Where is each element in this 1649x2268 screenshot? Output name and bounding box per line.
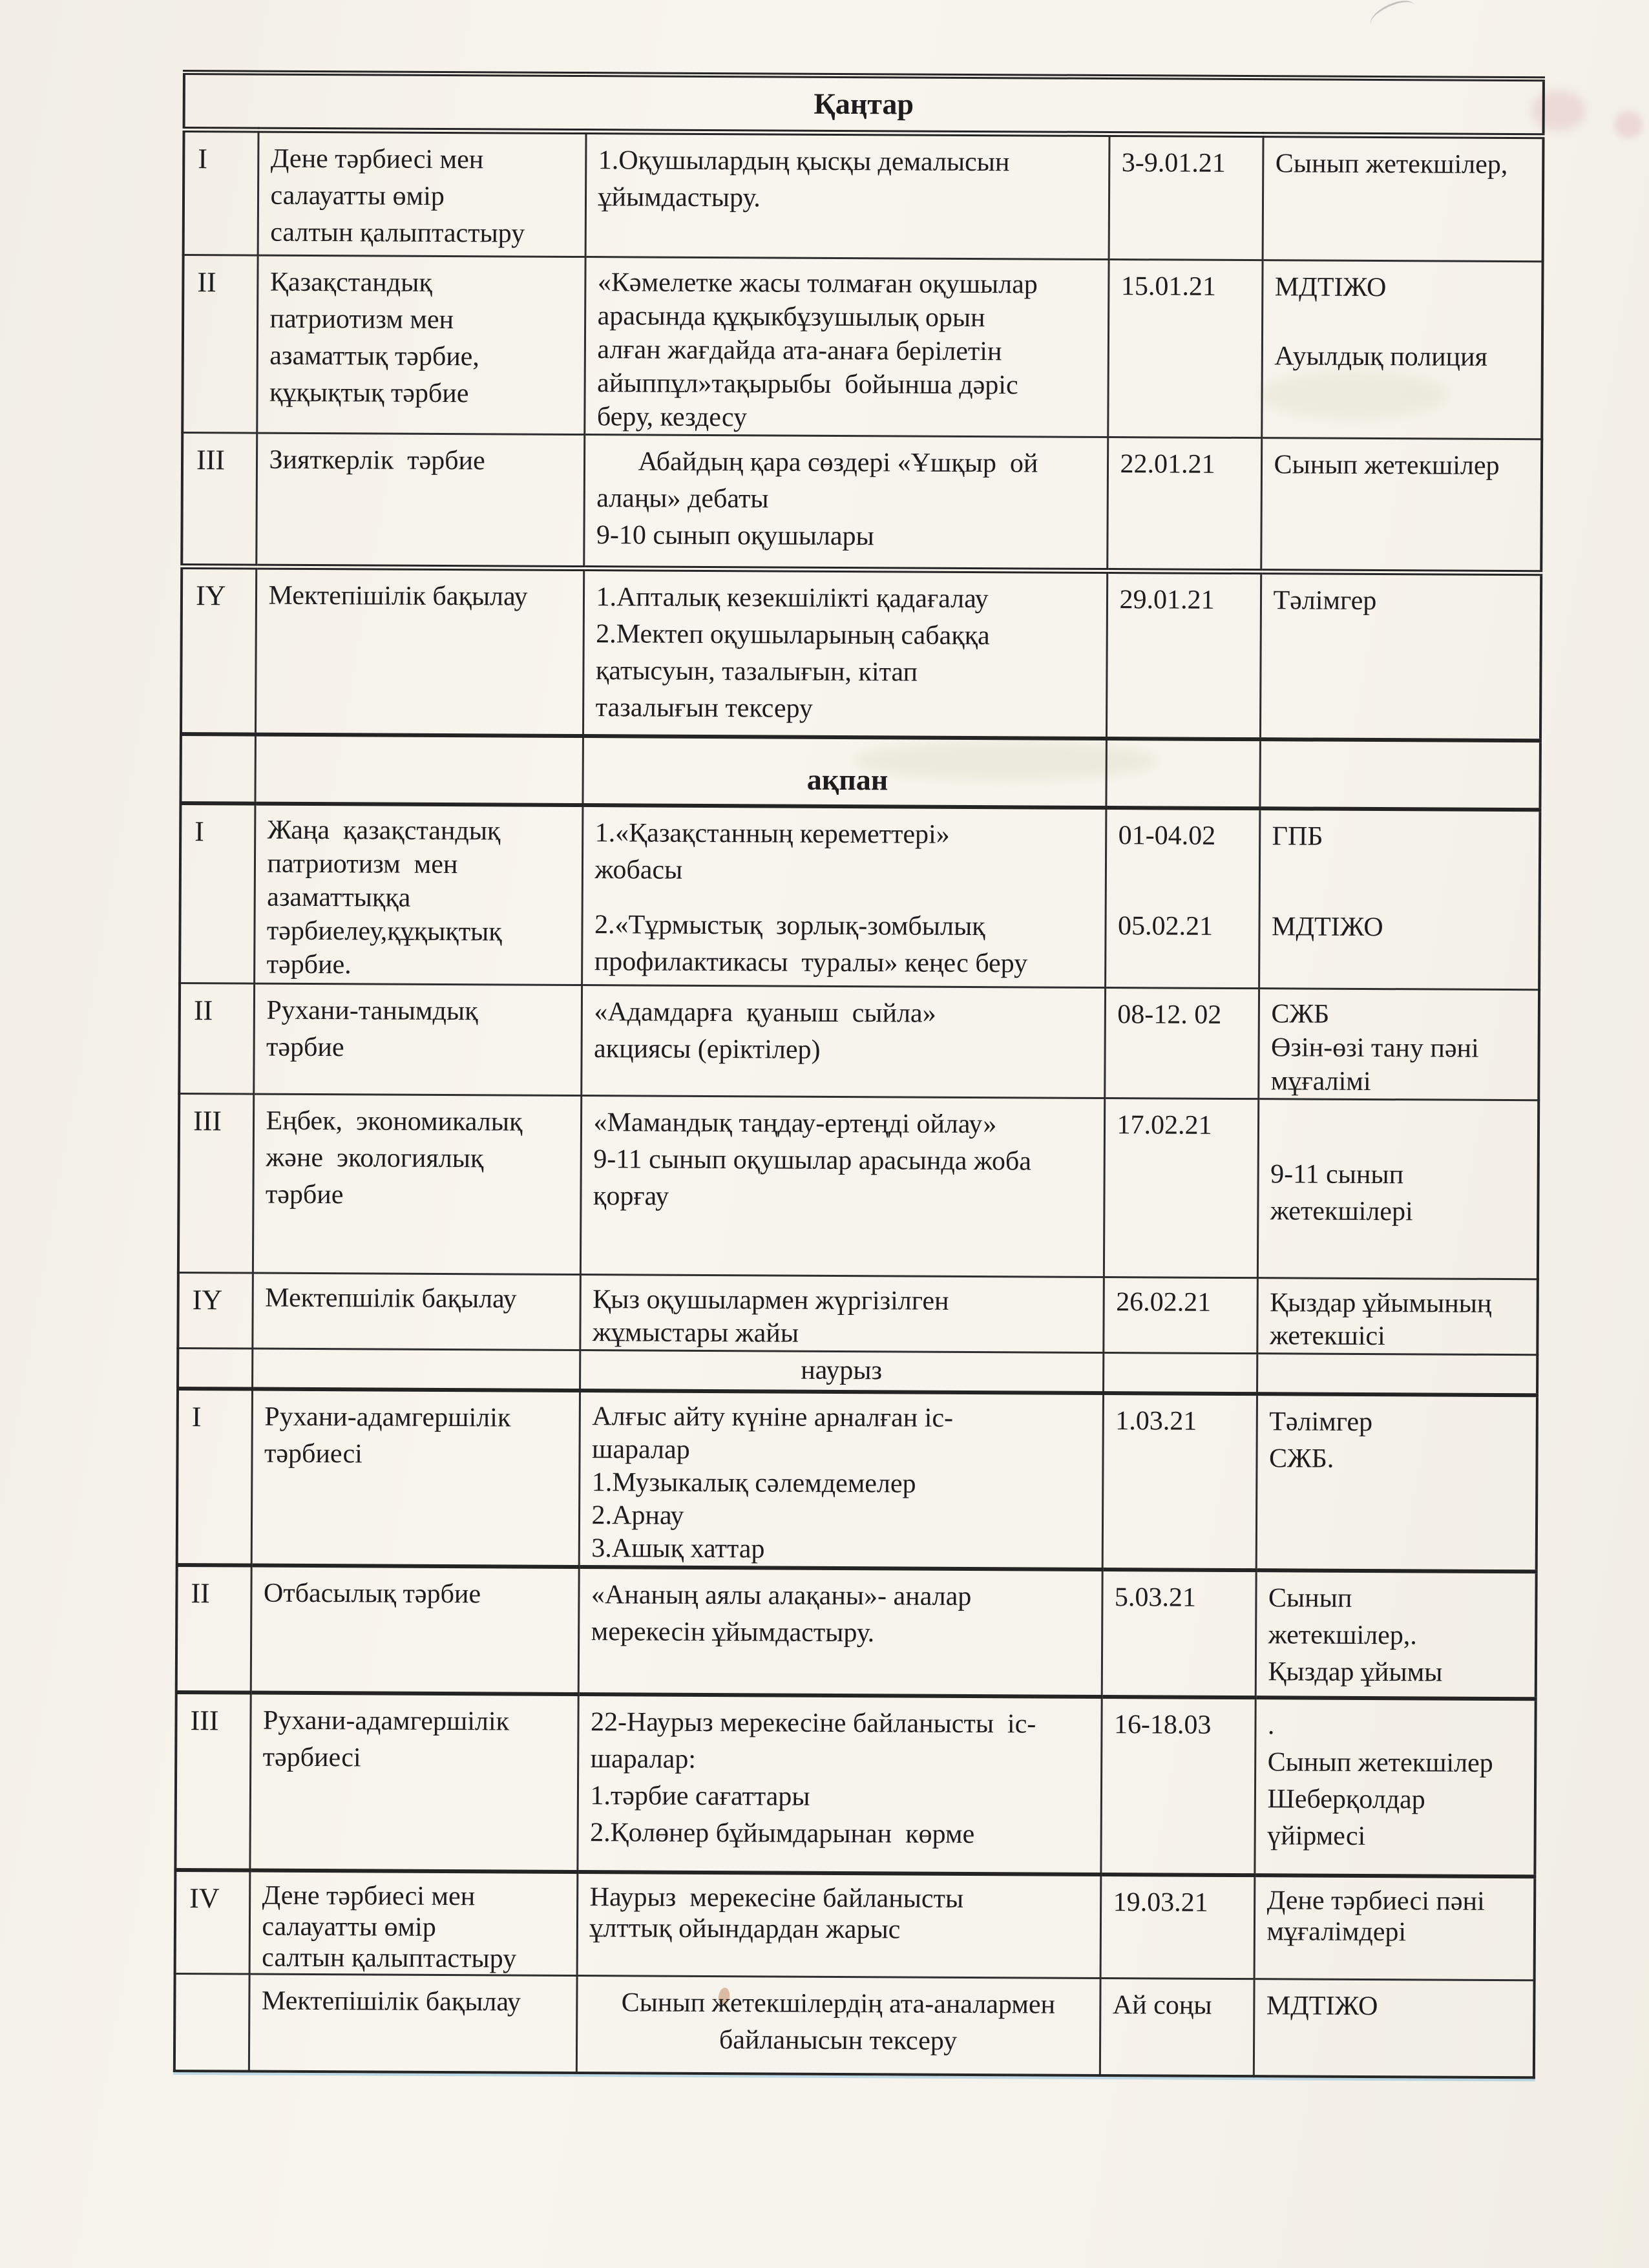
cell-activity [577,1694,1101,1874]
cell-direction [249,1974,577,2072]
text-line: Отбасылық тәрбие [263,1578,481,1610]
cell-direction [253,1094,581,1274]
cell-responsible [1254,1979,1535,2077]
row-number: II [193,994,213,1026]
cell-direction [252,1273,580,1350]
text-line: айыппұл»тақырыбы бойынша дәріс [597,368,1018,400]
row-number: IY [195,579,226,611]
cell-number [180,803,255,983]
cell-number [178,1272,253,1349]
text-line: Дене тәрбиесі пәні [1266,1885,1485,1916]
row-number: IY [192,1283,223,1316]
row-number: II [191,1577,210,1610]
cell-responsible [1258,988,1539,1100]
table-row [178,1093,1539,1279]
cell-responsible [1254,1697,1535,1876]
text-line: акциясы (еріктілер) [593,1033,821,1065]
text-line: тазалығын тексеру [595,692,814,724]
cell-number [182,255,257,433]
text-line: 05.02.21 [1117,911,1213,941]
text-line: Ауылдық полиция [1274,341,1488,372]
text-line: МДТІЖО [1266,1991,1378,2022]
text-line: салауатты өмір [262,1911,436,1942]
text-line: тәрбиесі [262,1742,361,1773]
text-line: 01-04.02 [1118,821,1216,851]
text-line: «Адамдарға қуаныш сыйла» [594,996,936,1029]
month-header-row-february [180,734,1540,810]
text-line: тәрбие [266,1032,344,1062]
cell-responsible [1260,571,1541,740]
text-line: Дене тәрбиесі мен [262,1880,476,1912]
text-line: Қыз оқушылармен жүргізілген [593,1284,949,1316]
month-title: ақпан [806,762,888,797]
text-line: ұйымдастыру. [598,182,761,213]
cell-activity [583,568,1107,739]
cell-activity [583,434,1108,571]
cell-direction [258,130,586,257]
text-line: 1.Оқушылардың қысқы демалысын [598,145,1010,177]
cell-direction [253,983,582,1095]
cell-number [175,1692,250,1871]
row-number: II [197,266,216,298]
text-line: және экологиялық [266,1142,484,1173]
text-line: Сынып жетекшілердің ата-аналармен [621,1988,1056,2020]
text-line: мерекесін ұйымдастыру. [591,1617,875,1648]
cell-date [1104,1098,1258,1277]
text-line: Рухани-адамгершілік [262,1705,510,1737]
text-line: жетекшілері [1270,1195,1413,1226]
plan-table [173,70,1545,2079]
text-line: Рухани-танымдық [266,995,478,1026]
text-line: «Ананың аялы алақаны»- аналар [591,1580,972,1612]
text-line: МДТІЖО [1271,912,1383,943]
text-line: 29.01.21 [1119,584,1215,615]
text-line: ГПБ [1272,821,1323,852]
cell-direction [255,567,583,736]
text-line: Еңбек, экономикалық [266,1106,523,1137]
text-line: тәрбиесі [264,1438,362,1469]
month-title: наурыз [801,1355,883,1386]
text-line: 3-9.01.21 [1121,147,1226,178]
text-line: 26.02.21 [1116,1286,1212,1318]
text-line: 22-Наурыз мерекесіне байланысты іс- [590,1707,1036,1739]
cell-direction [249,1871,578,1976]
row-number: III [193,1104,222,1137]
text-line: 2.Арнау [591,1500,684,1531]
text-line: Қазақстандық [269,267,432,298]
text-line: 1.«Қазақстанның кереметтері» [594,818,950,850]
cell-activity [578,1567,1102,1697]
table-row [177,1389,1537,1571]
text-line: тәрбие. [266,949,352,980]
text-line: үйірмесі [1267,1821,1366,1851]
cell-date [1102,1393,1257,1570]
cell-responsible [1256,1394,1537,1571]
cell-date [1100,1697,1255,1875]
text-line: мұғалімі [1270,1066,1371,1097]
row-number: IV [189,1882,220,1915]
text-line: тәрбиелеу,құқықтық [266,916,502,947]
cell-number [182,432,257,567]
cell-number [174,1973,249,2071]
text-line: Тәлімгер [1269,1407,1373,1438]
cell-activity [579,1391,1103,1570]
month-header-cell [580,1350,1103,1393]
row-number: I [194,815,205,848]
text-line: шаралар: [590,1744,697,1774]
text-line: Қыздар ұйымы [1268,1657,1443,1688]
empty-cell [1106,739,1260,808]
text-line: азаматтыққа [267,882,411,913]
cell-activity [582,805,1106,987]
text-line: байланысын тексеру [719,2025,958,2056]
cell-responsible [1261,260,1542,439]
text-line: 9-11 сынып оқушылар арасында жоба [593,1144,1032,1176]
cell-number [184,129,258,255]
text-line: Қыздар ұйымының [1270,1287,1492,1319]
table-row [182,432,1542,572]
text-line: Ай соңы [1112,1990,1212,2021]
text-line: 5.03.21 [1114,1582,1197,1613]
cell-date [1106,571,1261,739]
row-number: III [196,443,226,476]
text-line: Сынып жетекшілер, [1275,148,1508,180]
text-line: 9-10 сынып оқушылары [596,520,874,551]
cell-number [176,1565,251,1693]
text-line: Сынып жетекшілер [1267,1747,1493,1778]
cell-direction [251,1566,579,1694]
cell-direction [257,255,585,434]
month-header-cell [184,72,1544,136]
cell-date [1108,259,1262,437]
cell-direction [251,1389,580,1567]
row-number: III [190,1705,219,1737]
cell-direction [254,804,582,985]
cell-direction [256,433,584,568]
text-line: Өзін-өзі тану пәні [1271,1032,1479,1064]
cell-direction [249,1693,578,1872]
text-line: қатысуын, тазалығын, кітап [595,655,918,688]
month-header-row-march [178,1348,1537,1395]
text-line: 19.03.21 [1113,1887,1208,1918]
empty-cell [1259,739,1540,810]
text-line: салтын қалыптастыру [270,217,525,249]
text-line: 16-18.03 [1113,1710,1212,1740]
text-line: 2.Қолөнер бұйымдарынан көрме [590,1818,975,1850]
scan-scratch-mark [1366,0,1419,34]
text-line: «Мамандық таңдау-ертеңді ойлау» [593,1107,997,1139]
text-line: мұғалімдері [1266,1916,1407,1948]
empty-cell [252,1349,580,1391]
cell-responsible [1254,1875,1535,1980]
month-header-cell [582,736,1106,808]
cell-date [1109,134,1263,260]
cell-activity [581,985,1105,1098]
text-line: профилактикасы туралы» кеңес беру [594,947,1028,979]
text-line: 17.02.21 [1117,1109,1212,1140]
cell-activity [580,1274,1104,1352]
text-line: Мектепшілік бақылау [265,1283,517,1314]
text-line: 9-11 сынып [1270,1159,1404,1190]
text-line: патриотизм мен [269,304,454,335]
text-line: Мектепішілік бақылау [268,580,528,612]
cell-responsible [1261,437,1542,572]
cell-responsible [1257,1098,1539,1279]
empty-cell [178,1348,252,1389]
text-line: Дене тәрбиесі мен [270,143,484,174]
text-line: шаралар [591,1434,690,1465]
text-line: беру, кездесу [596,401,748,432]
text-line: жетекшісі [1269,1320,1385,1351]
cell-number [179,983,254,1094]
cell-responsible [1263,134,1544,261]
text-line: Жаңа қазақстандық [267,815,501,846]
text-line: 2.Мектеп оқушыларының сабаққа [596,618,990,651]
table-row [182,255,1542,439]
cell-responsible [1255,1570,1537,1699]
table-row [178,1272,1538,1354]
empty-cell [255,735,583,805]
cell-date [1103,1277,1257,1353]
table-row [174,1973,1535,2077]
text-line: Сынып [1268,1583,1352,1613]
cell-date [1107,437,1261,571]
text-line: Сынып жетекшілер [1274,449,1500,481]
empty-cell [1103,1352,1257,1394]
text-line: Рухани-адамгершілік [264,1402,511,1433]
empty-cell [180,734,255,804]
row-number: I [198,142,208,174]
cell-responsible [1257,1277,1538,1354]
text-line: 1.Апталық кезекшілікті қадағалау [596,582,989,614]
text-line: . [1267,1710,1275,1741]
cell-activity [584,257,1108,437]
text-line: азаматтық тәрбие, [269,341,479,372]
scan-smudge [1614,111,1643,138]
text-line: Абайдың қара сөздері «Ұшқыр ой [638,446,1038,478]
text-line: салауатты өмір [270,180,445,211]
cell-activity [576,1976,1100,2075]
text-line: 22.01.21 [1120,448,1215,479]
cell-date [1104,987,1259,1098]
text-line: 08-12. 02 [1117,999,1222,1030]
text-line: СЖБ. [1268,1444,1334,1474]
text-line: Шеберқолдар [1267,1784,1425,1815]
text-line: 1.03.21 [1115,1406,1197,1436]
text-line: жобасы [594,855,683,885]
text-line: Наурыз мерекесіне байланысты [589,1882,964,1914]
cell-date [1100,1978,1254,2075]
text-line: Мектепішілік бақылау [261,1986,521,2017]
text-line: Зияткерлік тәрбие [269,445,485,476]
table-row [180,803,1540,989]
text-line: МДТІЖО [1274,271,1387,302]
table-row [184,129,1544,261]
cell-date [1102,1570,1256,1697]
text-line: 1.Музыкалық сәлемдемелер [591,1467,916,1499]
cell-responsible [1259,808,1540,989]
text-line: 3.Ашық хаттар [591,1533,765,1564]
cell-activity [580,1095,1104,1277]
row-number: I [191,1401,202,1433]
text-line: СЖБ [1271,998,1330,1029]
month-header-row-january [184,72,1544,136]
empty-cell [1257,1353,1537,1395]
table-row [176,1565,1537,1699]
cell-number [175,1870,250,1974]
text-line: 1.тәрбие сағаттары [590,1781,810,1812]
table-row [179,983,1539,1100]
text-line: 15.01.21 [1120,271,1216,302]
cell-number [178,1093,253,1273]
cell-date [1100,1874,1255,1979]
text-line: «Кәмелетке жасы толмаған оқушылар [597,267,1038,299]
table-row [175,1870,1535,1980]
cell-date [1105,808,1259,988]
text-line: жетекшілер,. [1268,1620,1417,1651]
text-line: Алғыс айту күніне арналған іс- [592,1402,954,1433]
cell-number [181,566,256,735]
text-line: алған жағдайда ата-анаға берілетін [597,334,1002,366]
month-title: Қаңтар [814,87,914,121]
text-line: патриотизм мен [267,848,458,880]
text-line: алаңы» дебаты [596,483,769,514]
text-line: 2.«Тұрмыстық зорлық-зомбылық [594,910,985,942]
text-line: жұмыстары жайы [592,1317,799,1349]
table-row [175,1692,1535,1876]
text-line: Тәлімгер [1273,585,1377,616]
text-line: құқықтық тәрбие [269,377,469,408]
text-line: арасында құқыкбұзушылық орын [597,300,985,333]
text-line: қорғау [593,1181,669,1212]
table-row [181,566,1541,740]
cell-activity [585,131,1109,259]
cell-number [177,1389,252,1566]
text-line: ұлттық ойындардан жарыс [589,1913,901,1945]
text-line: тәрбие [265,1179,344,1210]
text-line: салтын қалыптастыру [262,1942,517,1974]
cell-activity [577,1872,1101,1978]
